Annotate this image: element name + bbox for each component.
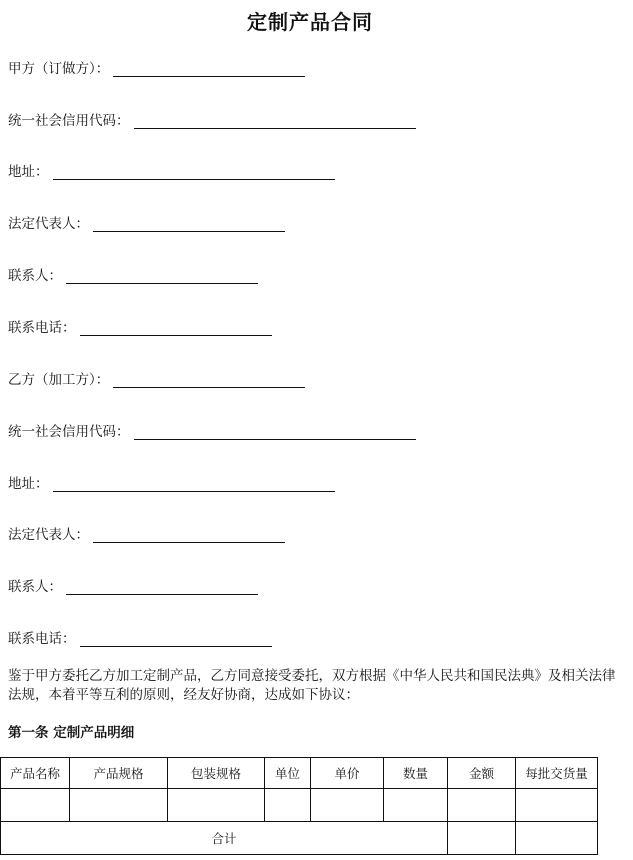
party-b-name-blank[interactable] — [113, 372, 305, 388]
party-b-contact-label: 联系人： — [8, 579, 62, 595]
header-amount: 金额 — [448, 758, 516, 789]
party-b-phone-label: 联系电话： — [8, 631, 76, 647]
party-a-phone-field — [8, 316, 272, 336]
party-b-phone-blank[interactable] — [80, 631, 272, 647]
party-b-contact-field — [8, 575, 258, 595]
header-unit-price: 单价 — [311, 758, 384, 789]
header-batch-delivery: 每批交货量 — [516, 758, 598, 789]
total-amount-cell[interactable] — [448, 822, 516, 855]
party-a-rep-label: 法定代表人： — [8, 216, 89, 232]
party-a-credit-blank[interactable] — [134, 113, 416, 129]
party-a-address-blank[interactable] — [53, 164, 335, 180]
party-b-address-blank[interactable] — [53, 476, 335, 492]
document-title: 定制产品合同 — [247, 10, 373, 34]
party-b-credit-field — [8, 420, 416, 440]
party-a-rep-blank[interactable] — [93, 216, 285, 232]
table-cell[interactable] — [265, 789, 311, 822]
preamble-paragraph: 鉴于甲方委托乙方加工定制产品，乙方同意接受委托，双方根据《中华人民共和国民法典》及相关法律法规，本着平等互利的原则，经友好协商，达成如下协议： — [8, 668, 616, 703]
table-header-row — [1, 758, 598, 789]
party-b-credit-blank[interactable] — [134, 424, 416, 440]
party-a-name-blank[interactable] — [113, 61, 305, 77]
table-cell[interactable] — [516, 789, 598, 822]
party-a-credit-field — [8, 109, 416, 129]
party-a-phone-label: 联系电话： — [8, 320, 76, 336]
party-b-rep-label: 法定代表人： — [8, 527, 89, 543]
header-quantity: 数量 — [384, 758, 448, 789]
header-product-spec: 产品规格 — [70, 758, 168, 789]
party-b-credit-label: 统一社会信用代码： — [8, 424, 130, 440]
party-a-contact-label: 联系人： — [8, 268, 62, 284]
party-a-name-label: 甲方（订做方）： — [8, 61, 110, 77]
article-1-heading: 第一条 定制产品明细 — [8, 725, 135, 741]
table-cell[interactable] — [384, 789, 448, 822]
party-b-contact-blank[interactable] — [66, 579, 258, 595]
party-b-address-field — [8, 472, 335, 492]
party-a-address-field — [8, 160, 335, 180]
party-a-contact-field — [8, 264, 258, 284]
total-label: 合计 — [1, 822, 448, 855]
table-cell[interactable] — [448, 789, 516, 822]
header-package-spec: 包装规格 — [168, 758, 265, 789]
total-batch-cell[interactable] — [516, 822, 598, 855]
party-a-credit-label: 统一社会信用代码： — [8, 113, 130, 129]
party-a-rep-field — [8, 212, 285, 232]
party-a-contact-blank[interactable] — [66, 268, 258, 284]
party-b-phone-field — [8, 627, 272, 647]
party-a-phone-blank[interactable] — [80, 320, 272, 336]
table-row — [1, 789, 598, 822]
table-cell[interactable] — [168, 789, 265, 822]
party-b-address-label: 地址： — [8, 476, 49, 492]
table-cell[interactable] — [1, 789, 70, 822]
header-product-name: 产品名称 — [1, 758, 70, 789]
party-a-name-field — [8, 57, 305, 77]
party-b-rep-blank[interactable] — [93, 527, 285, 543]
table-cell[interactable] — [311, 789, 384, 822]
party-a-address-label: 地址： — [8, 164, 49, 180]
table-cell[interactable] — [70, 789, 168, 822]
party-b-name-field — [8, 368, 305, 388]
party-b-name-label: 乙方（加工方）： — [8, 372, 110, 388]
product-detail-table — [0, 757, 598, 855]
table-total-row — [1, 822, 598, 855]
header-unit: 单位 — [265, 758, 311, 789]
party-b-rep-field — [8, 523, 285, 543]
